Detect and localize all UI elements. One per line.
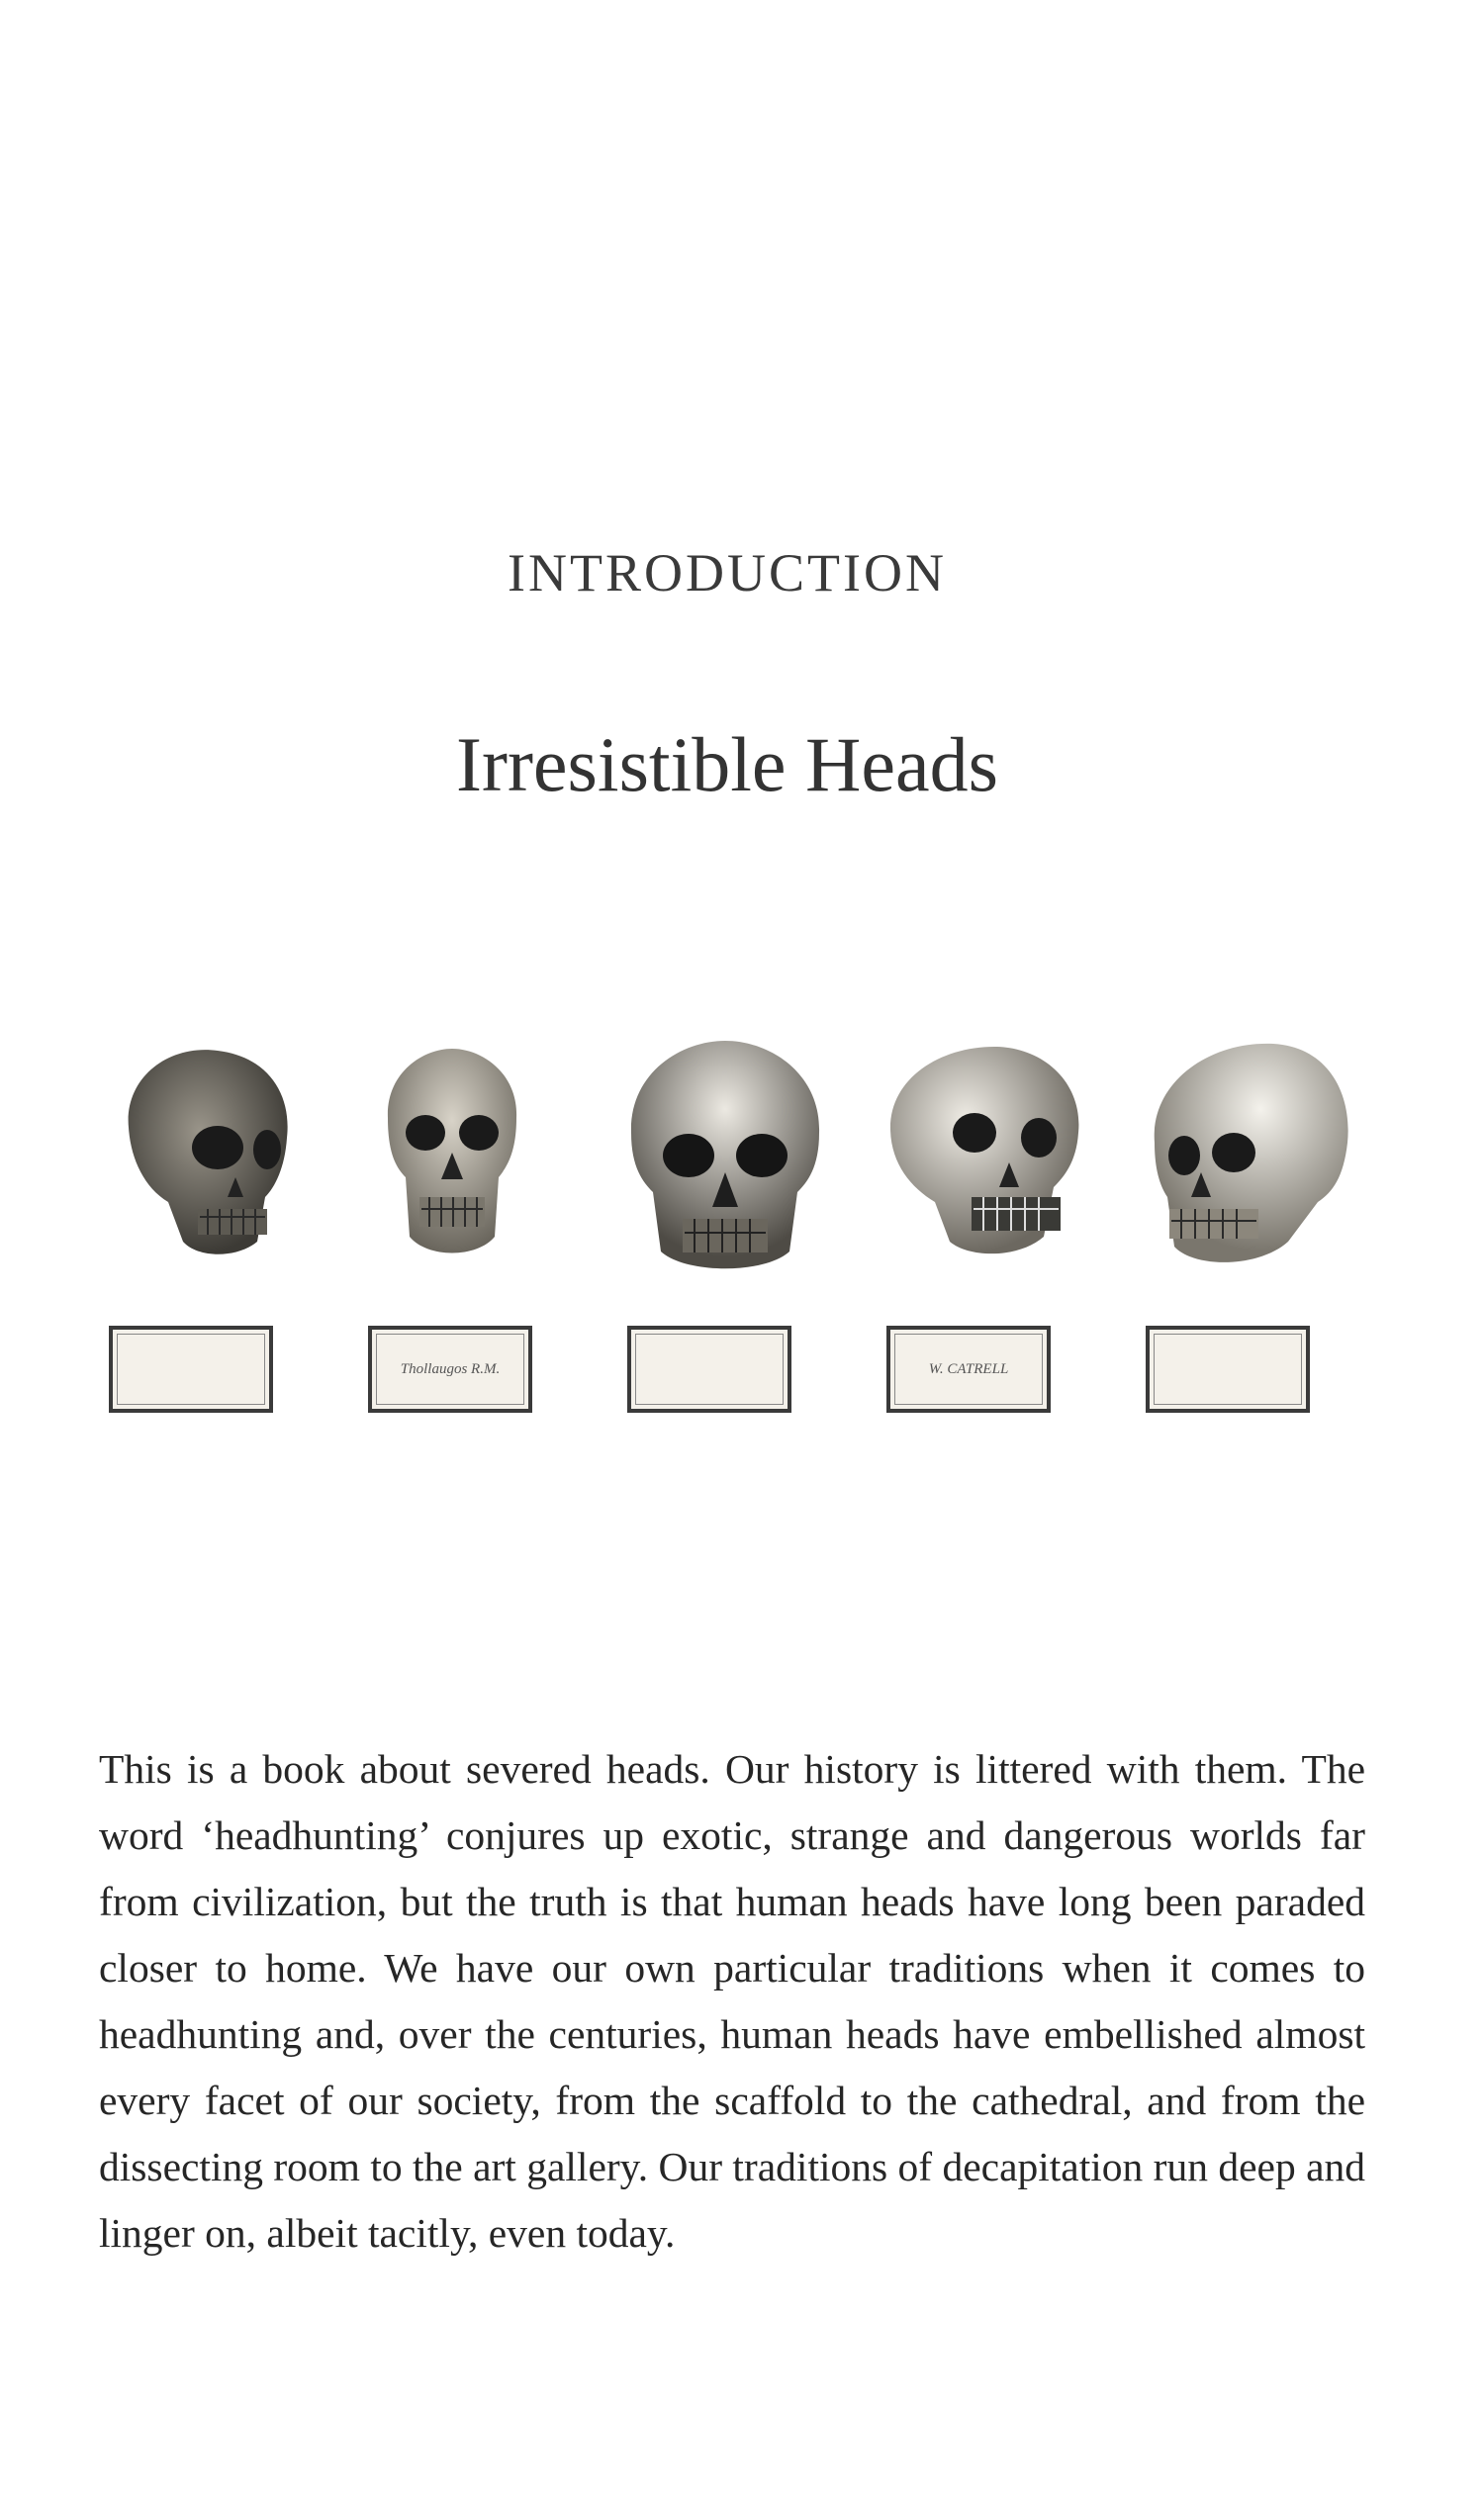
specimen-label-5 (1146, 1326, 1310, 1413)
chapter-title: Irresistible Heads (456, 721, 998, 807)
skull-front-icon (368, 1039, 536, 1266)
skull-specimens-figure (99, 1039, 1385, 1435)
skull-three-quarter-icon (881, 1039, 1088, 1266)
skull-front-icon (621, 1039, 829, 1276)
specimen-label-3 (627, 1326, 791, 1413)
specimen-label-2: Thollaugos R.M. (368, 1326, 532, 1413)
specimen-label-1 (109, 1326, 273, 1413)
specimen-label-4: W. CATRELL (886, 1326, 1051, 1413)
chapter-label: INTRODUCTION (508, 543, 947, 603)
body-paragraph: This is a book about severed heads. Our history is littered with them. The word ‘headhunting’ conjures up exotic, strange and dangerous worlds far from civilization, but the truth is that human heads have long been paraded closer to home. We have our own particular traditions when it comes to headhunting and, over the centuries, human heads have embellished almost every facet of our society, from the scaffold to the cathedral, and from the dissecting room to the art gallery. Our traditions of decapitation run deep and linger on, albeit tacitly, even today. (99, 1746, 1365, 2256)
skull-side-icon (1140, 1039, 1357, 1276)
skull-three-quarter-icon (109, 1039, 297, 1266)
